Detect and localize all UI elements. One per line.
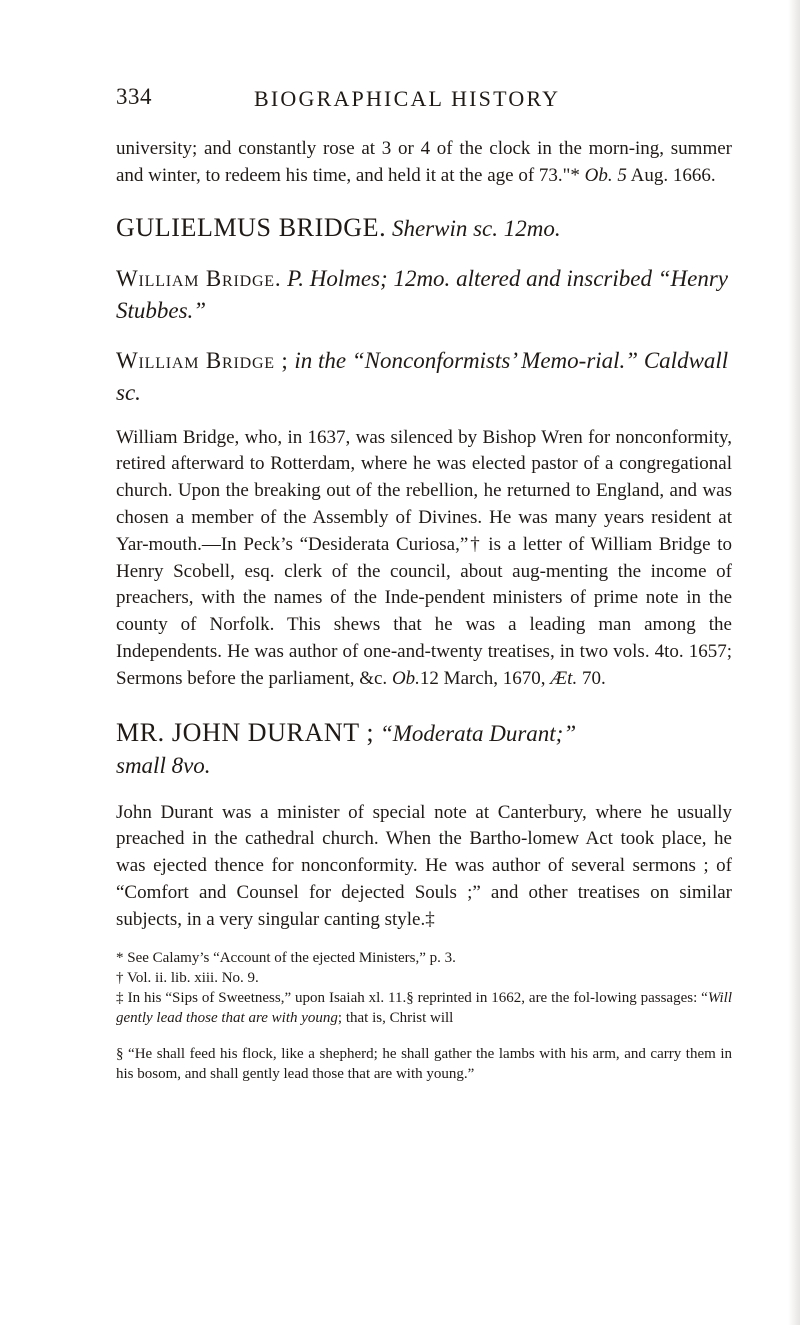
obit-date: 12 March, 1670, xyxy=(419,667,551,689)
entry-engraver: Sherwin sc. xyxy=(391,215,498,241)
entry-format: 12mo. xyxy=(393,265,451,291)
entry-format: 12mo. xyxy=(503,215,561,241)
paragraph-continuation xyxy=(116,136,732,190)
portrait-entry-gulielmus-bridge xyxy=(116,212,732,245)
entry-name: MR. JOHN DURANT ; xyxy=(116,717,375,747)
portrait-entry-william-bridge-caldwall xyxy=(116,345,732,409)
obit-label: Ob. 5 xyxy=(584,164,627,186)
page-number: 334 xyxy=(116,84,152,109)
entry-engraver: Caldwall sc. xyxy=(116,347,729,405)
portrait-entry-william-bridge-holmes xyxy=(116,263,732,327)
aetat-label: Æt. xyxy=(550,667,578,689)
footnote-4: § “He shall feed his flock, like a shepherd; he shall gather the lambs with his arm, and carry them in his bosom, and shall gently lead those that are with young.” xyxy=(116,1045,732,1082)
entry-name: William Bridge ; xyxy=(116,347,289,373)
entry-name: William Bridge. xyxy=(116,265,282,291)
portrait-entry-john-durant xyxy=(116,717,732,782)
paragraph-text: university; and constantly rose at 3 or 4 of the clock in the morn-ing, summer and winter, to redeem his time, and held it at the age of 73."* xyxy=(116,138,732,186)
entry-name: GULIELMUS BRIDGE. xyxy=(116,212,387,242)
entry-title: “Moderata Durant;” xyxy=(379,720,577,746)
obit-date: Aug. 1666. xyxy=(626,164,716,186)
obit-label: Ob. xyxy=(391,667,420,689)
footnotes xyxy=(116,948,732,1084)
entry-note: in the “Nonconformists’ Memo-rial.” xyxy=(294,347,639,373)
paragraph-john-durant xyxy=(116,800,732,934)
entry-note: altered and inscribed “Henry Stubbes.” xyxy=(116,265,728,323)
footnote-1: * See Calamy’s “Account of the ejected Ministers,” p. 3. xyxy=(116,949,456,966)
footnote-3-text: ‡ In his “Sips of Sweetness,” upon Isaiah xl. 11.§ reprinted in 1662, are the fol-lowing passages: “ xyxy=(116,989,708,1006)
paragraph-william-bridge xyxy=(116,425,732,693)
footnote-2: † Vol. ii. lib. xiii. No. 9. xyxy=(116,969,259,986)
paragraph-text: William Bridge, who, in 1637, was silenced by Bishop Wren for nonconformity, retired afterward to Rotterdam, where he was elected pastor of a congregational church. Upon the breaking out of the rebellion, he returned to England, and was chosen a member of the Assembly of Divines. He was many years resident at Yar-mouth.—In Peck’s “Desiderata Curiosa,”† is a letter of William Bridge to Henry Scobell, esq. clerk of the council, about aug-menting the income of preachers, with the names of the Inde-pendent ministers of prime note in the county of Norfolk. This shews that he was a leading man among the Independents. He was author of one-and-twenty treatises, in two vols. 4to. 1657; Sermons before the parliament, &c. xyxy=(116,426,732,689)
footnote-3 xyxy=(116,988,732,1028)
footnote-3-tail: ; that is, Christ will xyxy=(337,1009,454,1026)
page-content xyxy=(116,136,732,1084)
page-header xyxy=(116,84,716,124)
running-head: BIOGRAPHICAL HISTORY xyxy=(254,86,561,111)
page-edge-shadow xyxy=(788,0,800,1325)
entry-engraver: P. Holmes; xyxy=(287,265,388,291)
paragraph-text: John Durant was a minister of special note at Canterbury, where he usually preached in the cathedral church. When the Bartho-lomew Act took place, he was ejected thence for nonconformity. He was author of several sermons ; of “Comfort and Counsel for dejected Souls ;” and other treatises on similar subjects, in a very singular canting style.‡ xyxy=(116,801,732,930)
entry-format: small 8vo. xyxy=(116,752,211,778)
age-value: 70. xyxy=(577,667,606,689)
footnote-3-quote: Will gently lead those that are with young xyxy=(116,989,732,1026)
